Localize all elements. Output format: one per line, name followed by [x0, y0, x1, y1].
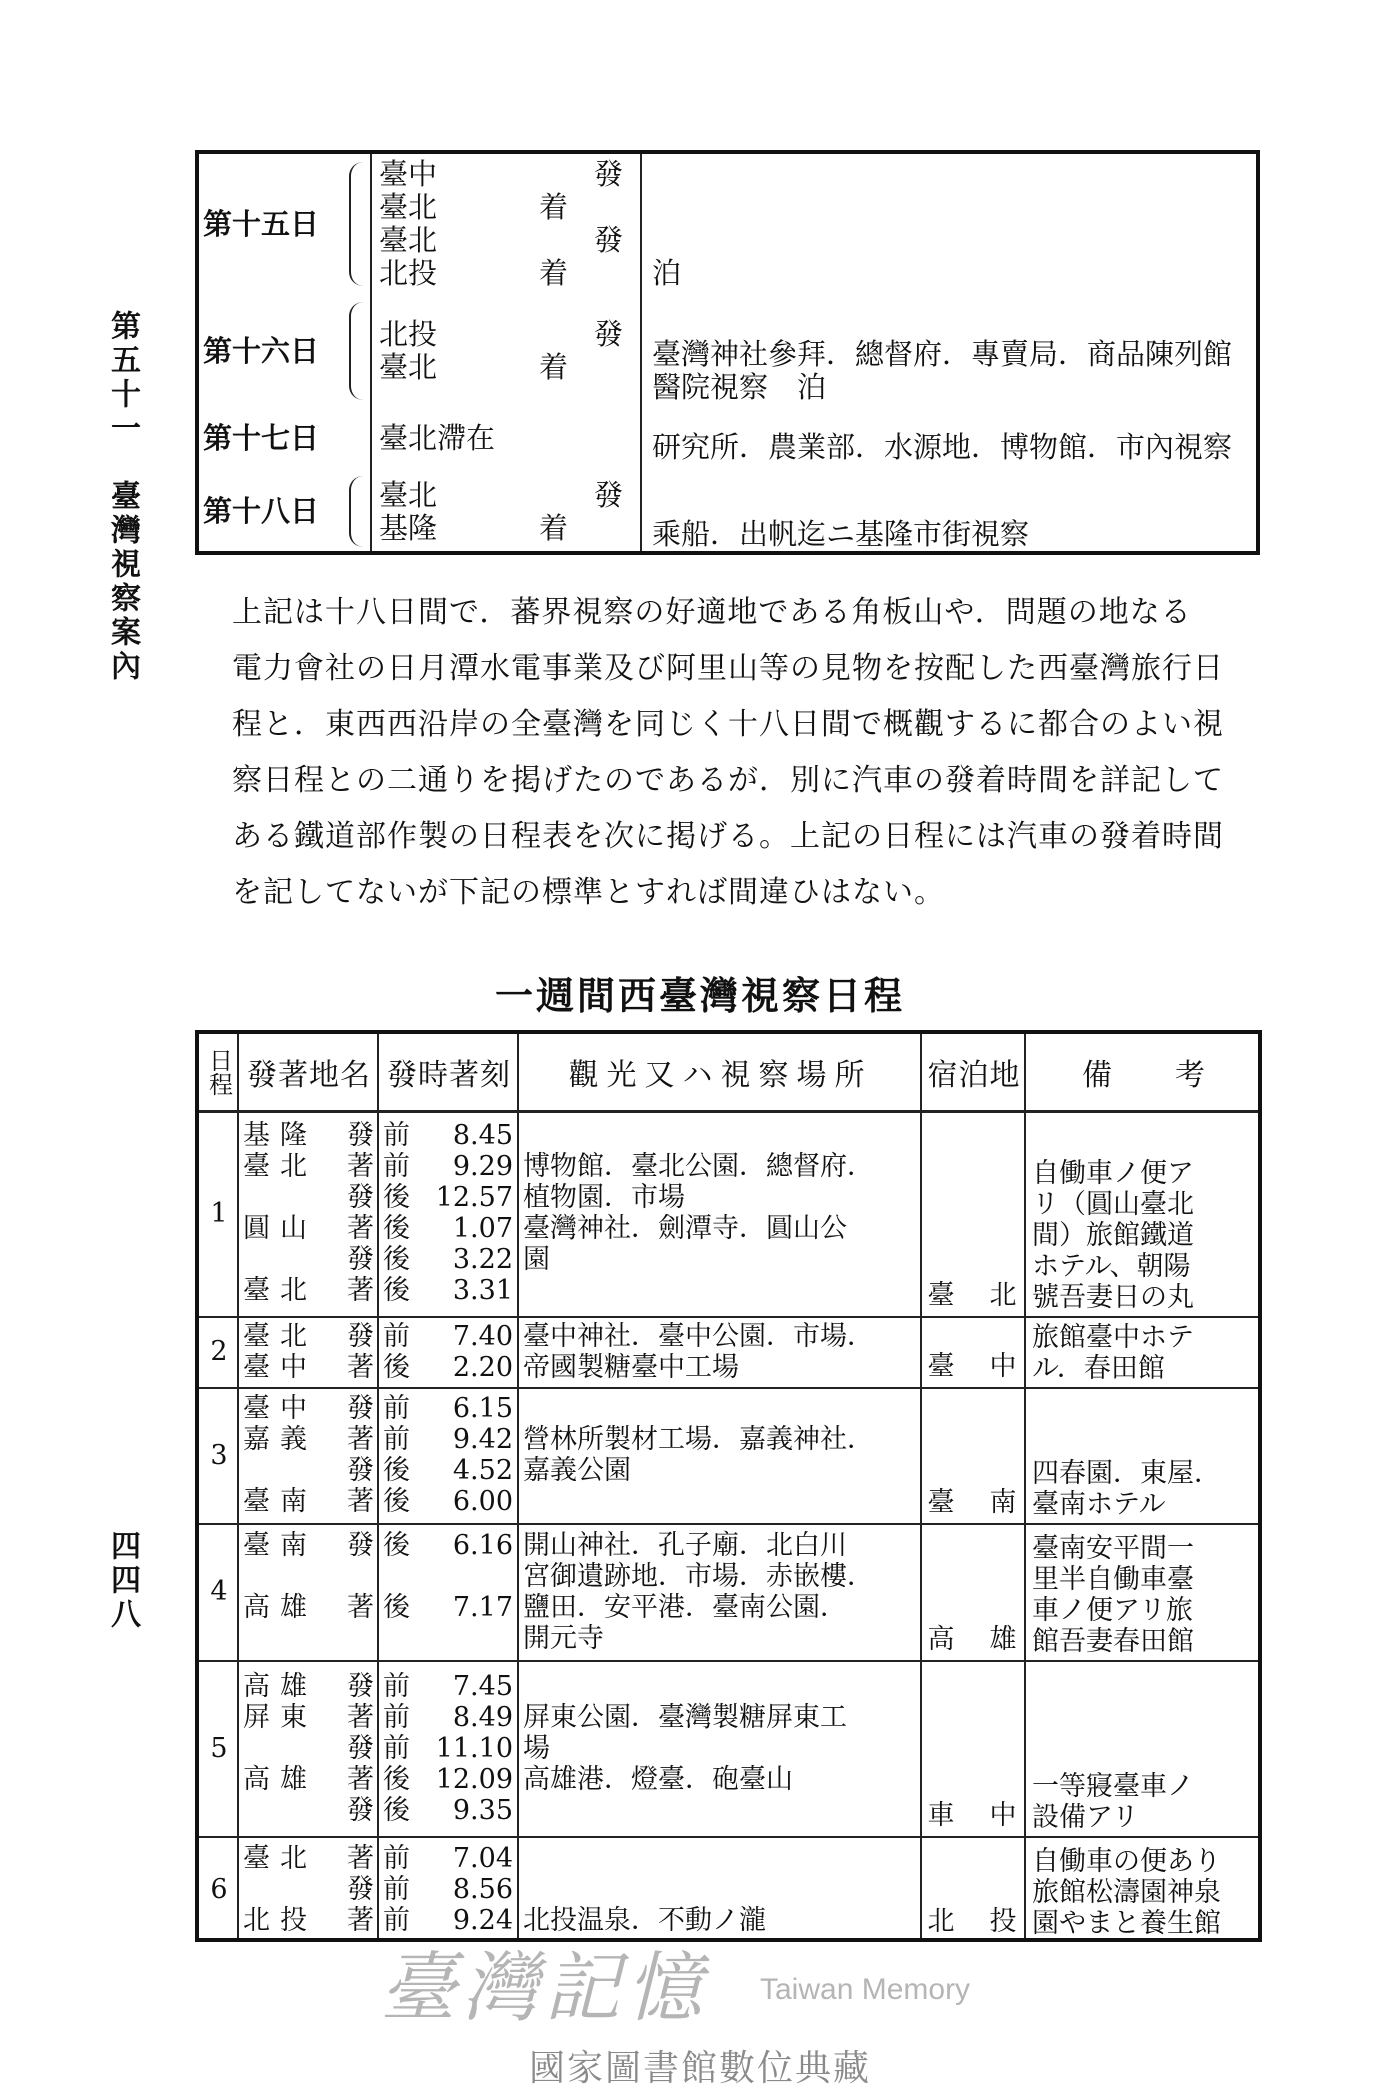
remark-line: 車ノ便アリ旅 [1032, 1595, 1193, 1626]
sight-line: 園 [523, 1244, 550, 1275]
note-line: 臺灣神社參拜．總督府．專賣局．商品陳列館 [652, 337, 1233, 371]
column-header: 宿泊地 [927, 1058, 1021, 1093]
place-name: 北投 [379, 256, 438, 290]
watermark-logo: 臺灣記憶 [380, 1943, 708, 2032]
stop-place-line [243, 1623, 377, 1654]
remark-line [1032, 1127, 1262, 1158]
stop-time-line [383, 1151, 517, 1182]
stop-place: 臺南 [243, 1486, 317, 1517]
stop-place-line [243, 1843, 377, 1874]
stop-time-line [383, 1530, 517, 1561]
remark-line: 園やまと養生館 [1032, 1908, 1221, 1939]
stop-place-line [243, 1702, 377, 1733]
remark-line: 臺南安平間一 [1032, 1533, 1194, 1564]
arrival-departure-mark: 著 [347, 1151, 374, 1182]
stop-place-line [243, 1424, 377, 1455]
remarks-cell [1032, 1316, 1262, 1387]
arrival-departure-mark: 著 [347, 1275, 374, 1306]
stop-place: 高雄 [243, 1670, 317, 1702]
column-header: 日程 [204, 1048, 233, 1096]
lodging: 北 投 [927, 1906, 1021, 1937]
stop-place-line [243, 1393, 377, 1424]
lodging: 臺 中 [927, 1351, 1021, 1382]
body-paragraph [232, 585, 1272, 921]
stop-time-line [383, 1733, 517, 1764]
lodging: 車 中 [927, 1800, 1021, 1831]
stop-place-line [243, 1151, 377, 1182]
stop-place-line [243, 1530, 377, 1561]
am-pm-mark: 後 [383, 1455, 410, 1486]
paragraph-line: 程と．東西西沿岸の全臺灣を同じく十八日間で概觀するに都合のよい視 [232, 707, 1224, 742]
sights-cell [523, 1316, 918, 1387]
arrival-departure-mark: 著 [347, 1213, 374, 1244]
sight-line [523, 1843, 918, 1874]
am-pm-mark: 前 [383, 1151, 410, 1182]
day-label: 第十六日 [203, 333, 320, 368]
column-header: 觀光又ハ視察場所 [568, 1058, 873, 1093]
remark-line: 設備アリ [1032, 1802, 1139, 1833]
schedule-title: 一週間西臺灣視察日程 [494, 973, 905, 1018]
column-divider [370, 154, 372, 551]
sights-cell [523, 1836, 918, 1942]
arrival-departure-mark: 發 [594, 157, 624, 191]
place-name: 臺北 [379, 223, 438, 257]
arrival-departure-mark: 發 [347, 1455, 374, 1486]
remark-line: 旅館臺中ホテ [1032, 1322, 1194, 1353]
stop-place: 臺南 [243, 1529, 317, 1561]
day-number: 6 [210, 1873, 228, 1905]
am-pm-mark: 前 [383, 1873, 410, 1905]
am-pm-mark: 後 [383, 1763, 410, 1795]
sight-line [523, 1275, 918, 1306]
brace-icon [349, 476, 367, 547]
stop-time: 8.49 [452, 1701, 513, 1733]
weekly-schedule-table [195, 1030, 1262, 1942]
stops-times-cell [383, 1836, 517, 1942]
remarks-cell [1032, 1110, 1262, 1316]
place-name: 基隆 [379, 510, 438, 545]
note-line: 泊 [652, 256, 682, 290]
brace-icon [349, 302, 367, 400]
stop-time-line [383, 1874, 517, 1905]
itinerary-table-continued [195, 150, 1260, 555]
stop-time-line [383, 1795, 517, 1826]
am-pm-mark: 前 [383, 1842, 410, 1874]
stop-time-line [383, 1393, 517, 1424]
am-pm-mark: 前 [383, 1904, 410, 1936]
arrival-departure-mark: 發 [347, 1873, 374, 1905]
remark-line: 里半自働車臺 [1032, 1564, 1194, 1595]
stop-place: 嘉義 [243, 1424, 317, 1455]
column-header: 備 考 [1082, 1058, 1206, 1093]
lodging: 高 雄 [927, 1624, 1021, 1655]
remark-line [1032, 1427, 1262, 1458]
column-divider [640, 154, 642, 551]
stop-time: 7.45 [452, 1670, 513, 1702]
stop-time-line [383, 1843, 517, 1874]
remark-line [1032, 1709, 1262, 1740]
stop-place: 臺北 [243, 1320, 317, 1352]
sight-line: 植物園．市場 [523, 1182, 685, 1213]
stop-time-line [383, 1244, 517, 1275]
day-label: 第十五日 [203, 206, 320, 241]
arrival-departure-mark: 着 [539, 350, 569, 384]
am-pm-mark: 前 [383, 1670, 410, 1702]
am-pm-mark: 後 [383, 1794, 410, 1826]
sight-line: 屏東公園．臺灣製糖屏東工 [523, 1701, 847, 1733]
arrival-departure-mark: 發 [347, 1320, 374, 1352]
stop-place: 屏東 [243, 1701, 317, 1733]
stop-time: 9.24 [452, 1904, 513, 1936]
place-name: 臺中 [379, 157, 438, 191]
stop-time: 4.52 [452, 1455, 513, 1486]
stop-place-line [243, 1592, 377, 1623]
place-name: 臺北 [379, 190, 438, 224]
stop-time-line [383, 1671, 517, 1702]
place-line [379, 224, 634, 257]
notes-cell [652, 468, 1257, 555]
watermark-text: Taiwan Memory [760, 1973, 971, 2006]
arrival-departure-mark: 發 [347, 1120, 374, 1151]
places-cell [379, 154, 634, 294]
remark-line: 四春園．東屋． [1032, 1458, 1221, 1489]
paragraph-line: ある鐵道部作製の日程表を次に掲げる。上記の日程には汽車の發着時間 [232, 819, 1224, 854]
remark-line: ホテル、朝陽 [1032, 1251, 1191, 1282]
remark-line [1032, 1678, 1262, 1709]
am-pm-mark: 前 [383, 1701, 410, 1733]
note-line [652, 191, 1257, 224]
arrival-departure-mark: 發 [347, 1794, 374, 1826]
stop-time: 3.31 [452, 1275, 513, 1306]
places-cell [379, 468, 634, 555]
stop-place-line [243, 1486, 377, 1517]
arrival-departure-mark: 發 [347, 1732, 374, 1764]
stop-place-line [243, 1244, 377, 1275]
sight-line: 開山神社．孔子廟．北白川 [523, 1529, 847, 1561]
stop-time: 11.10 [435, 1732, 513, 1764]
arrival-departure-mark: 著 [347, 1486, 374, 1517]
stop-place-line [243, 1182, 377, 1213]
stop-place-line [243, 1905, 377, 1936]
stop-time: 12.57 [435, 1182, 513, 1213]
note-line: 研究所．農業部．水源地．博物館．市內視察 [652, 430, 1233, 464]
column-divider [920, 1034, 922, 1938]
stop-place-line [243, 1321, 377, 1352]
stop-time-line [383, 1905, 517, 1936]
place-line [379, 479, 634, 512]
sight-line: 嘉義公園 [523, 1455, 631, 1486]
arrival-departure-mark: 着 [539, 510, 569, 545]
stop-time: 6.00 [452, 1486, 513, 1517]
stop-place-line [243, 1455, 377, 1486]
sight-line: 臺灣神社．劍潭寺．圓山公 [523, 1213, 847, 1244]
stop-time: 2.20 [452, 1351, 513, 1383]
place-line [379, 351, 634, 384]
stop-time-line [383, 1321, 517, 1352]
paragraph-line: 電力會社の日月潭水電事業及び阿里山等の見物を按配した西臺灣旅行日 [232, 651, 1224, 686]
notes-cell [652, 294, 1257, 408]
stop-place: 基隆 [243, 1120, 317, 1151]
stop-time: 7.04 [452, 1842, 513, 1874]
place-line [379, 257, 634, 290]
column-divider [1024, 1034, 1026, 1938]
am-pm-mark: 後 [383, 1182, 410, 1213]
stop-time-line [383, 1352, 517, 1383]
page-number: 四四八 [105, 1530, 140, 1632]
note-line: 乘船．出帆迄ニ基隆市街視察 [652, 517, 1030, 551]
note-line [652, 224, 1257, 257]
column-header: 發時著刻 [387, 1058, 511, 1093]
stop-time: 9.35 [452, 1794, 513, 1826]
column-divider [377, 1034, 379, 1938]
sight-line: 北投温泉．不動ノ瀧 [523, 1904, 766, 1936]
remark-line: 臺南ホテル [1032, 1489, 1166, 1520]
sight-line: 開元寺 [523, 1622, 604, 1654]
day-number: 2 [210, 1336, 228, 1367]
sight-line [523, 1671, 918, 1702]
stop-time: 1.07 [452, 1213, 513, 1244]
stops-times-cell [383, 1387, 517, 1523]
stop-time: 3.22 [452, 1244, 513, 1275]
stop-place-line [243, 1671, 377, 1702]
place-name: 臺北滯在 [379, 420, 496, 455]
stop-time-line [383, 1424, 517, 1455]
note-line [652, 485, 1257, 518]
stop-time: 9.42 [452, 1424, 513, 1455]
stop-time-line [383, 1623, 517, 1654]
sight-line [523, 1120, 918, 1151]
arrival-departure-mark: 發 [347, 1670, 374, 1702]
sight-line: 場 [523, 1732, 550, 1764]
brace-icon [349, 162, 367, 286]
sight-line: 臺中神社．臺中公園．市場． [523, 1320, 874, 1352]
stops-places-cell [243, 1523, 377, 1660]
stops-times-cell [383, 1110, 517, 1316]
stops-times-cell [383, 1660, 517, 1836]
arrival-departure-mark: 著 [347, 1424, 374, 1455]
am-pm-mark: 後 [383, 1213, 410, 1244]
arrival-departure-mark: 發 [347, 1529, 374, 1561]
lodging: 臺 北 [927, 1280, 1021, 1311]
place-line [379, 422, 634, 455]
notes-cell [652, 408, 1257, 468]
day-number: 3 [210, 1439, 228, 1471]
stop-place-line [243, 1874, 377, 1905]
day-number: 5 [210, 1732, 228, 1764]
stop-time: 8.45 [452, 1120, 513, 1151]
sight-line: 高雄港．燈臺．砲臺山 [523, 1763, 793, 1795]
arrival-departure-mark: 着 [539, 256, 569, 290]
stop-time: 8.56 [452, 1873, 513, 1905]
arrival-departure-mark: 著 [347, 1763, 374, 1795]
stop-place: 臺北 [243, 1275, 317, 1306]
day-label: 第十八日 [203, 494, 320, 528]
place-line [379, 512, 634, 545]
stops-places-cell [243, 1836, 377, 1942]
am-pm-mark: 後 [383, 1486, 410, 1517]
sight-line [523, 1795, 918, 1826]
arrival-departure-mark: 發 [347, 1182, 374, 1213]
stop-time: 6.16 [452, 1529, 513, 1561]
note-line: 醫院視察 泊 [652, 370, 827, 404]
stop-place-line [243, 1275, 377, 1306]
stops-places-cell [243, 1660, 377, 1836]
stop-time-line [383, 1561, 517, 1592]
am-pm-mark: 前 [383, 1120, 410, 1151]
column-header: 發著地名 [247, 1058, 371, 1093]
footer-credit: 國家圖書館數位典藏 [528, 2048, 871, 2089]
stop-place-line [243, 1795, 377, 1826]
stop-place: 高雄 [243, 1763, 317, 1795]
arrival-departure-mark: 着 [539, 190, 569, 224]
paragraph-line: 察日程との二通りを掲げたのであるが．別に汽車の發着時間を詳記して [232, 763, 1224, 798]
stop-place-line [243, 1764, 377, 1795]
place-name: 北投 [379, 317, 438, 351]
place-line [379, 318, 634, 351]
notes-cell [652, 154, 1257, 294]
sights-cell [523, 1660, 918, 1836]
stop-place-line [243, 1561, 377, 1592]
column-divider [517, 1034, 519, 1938]
am-pm-mark: 後 [383, 1244, 410, 1275]
remarks-cell [1032, 1836, 1262, 1942]
paragraph-line: を記してないが下記の標準とすれば間違ひはない。 [232, 875, 945, 910]
stop-time: 12.09 [435, 1763, 513, 1795]
am-pm-mark: 前 [383, 1424, 410, 1455]
arrival-departure-mark: 著 [347, 1904, 374, 1936]
remark-line: ル．春田館 [1032, 1353, 1165, 1384]
stop-place: 臺中 [243, 1351, 317, 1383]
place-name: 臺北 [379, 350, 438, 384]
day-label: 第十七日 [203, 420, 320, 455]
day-number: 4 [210, 1576, 228, 1607]
stop-place: 北投 [243, 1904, 317, 1936]
am-pm-mark: 後 [383, 1591, 410, 1623]
am-pm-mark: 前 [383, 1393, 410, 1424]
stop-place: 高雄 [243, 1591, 317, 1623]
sight-line [523, 1486, 918, 1517]
remark-line: 自働車の便あり [1032, 1846, 1221, 1877]
remark-line: 號吾妻日の丸 [1032, 1282, 1194, 1313]
stops-places-cell [243, 1387, 377, 1523]
am-pm-mark: 後 [383, 1275, 410, 1306]
stop-time-line [383, 1702, 517, 1733]
arrival-departure-mark: 著 [347, 1842, 374, 1874]
remarks-cell [1032, 1660, 1262, 1836]
sight-line [523, 1874, 918, 1905]
paragraph-line: 上記は十八日間で．蕃界視察の好適地である角板山や．問題の地なる [232, 595, 1192, 630]
sights-cell [523, 1523, 918, 1660]
stop-place-line [243, 1352, 377, 1383]
sight-line: 鹽田．安平港．臺南公園． [523, 1591, 847, 1623]
stop-time-line [383, 1455, 517, 1486]
remark-line: リ（圓山臺北 [1032, 1189, 1194, 1220]
remark-line: 一等寢臺車ノ [1032, 1771, 1194, 1802]
arrival-departure-mark: 發 [594, 477, 624, 512]
arrival-departure-mark: 著 [347, 1701, 374, 1733]
sights-cell [523, 1110, 918, 1316]
arrival-departure-mark: 發 [594, 223, 624, 257]
sight-line: 宮御遺跡地．市場．赤嵌樓． [523, 1560, 874, 1592]
places-cell [379, 408, 634, 468]
am-pm-mark: 後 [383, 1351, 410, 1383]
remarks-cell [1032, 1387, 1262, 1523]
stop-place: 臺北 [243, 1151, 317, 1182]
am-pm-mark: 前 [383, 1320, 410, 1352]
stops-times-cell [383, 1316, 517, 1387]
arrival-departure-mark: 著 [347, 1591, 374, 1623]
stop-place: 圓山 [243, 1213, 317, 1244]
stop-time-line [383, 1486, 517, 1517]
stop-time-line [383, 1764, 517, 1795]
arrival-departure-mark: 發 [347, 1244, 374, 1275]
stop-time: 6.15 [452, 1393, 513, 1424]
sight-line: 營林所製材工場．嘉義神社． [523, 1424, 874, 1455]
stops-places-cell [243, 1316, 377, 1387]
remark-line [1032, 1740, 1262, 1771]
stops-times-cell [383, 1523, 517, 1660]
remark-line [1032, 1396, 1262, 1427]
lodging: 臺 南 [927, 1487, 1021, 1518]
stop-time-line [383, 1120, 517, 1151]
remark-line: 館吾妻春田館 [1032, 1626, 1194, 1657]
stop-time: 7.40 [452, 1320, 513, 1352]
stop-time: 7.17 [452, 1591, 513, 1623]
stop-place: 臺中 [243, 1393, 317, 1424]
stop-time-line [383, 1213, 517, 1244]
place-line [379, 158, 634, 191]
arrival-departure-mark: 發 [347, 1393, 374, 1424]
stop-place: 臺北 [243, 1842, 317, 1874]
stop-place-line [243, 1733, 377, 1764]
chapter-running-head: 第五十一 臺灣視察案內 [105, 310, 140, 684]
sight-line: 帝國製糖臺中工場 [523, 1351, 739, 1383]
stop-time-line [383, 1182, 517, 1213]
remark-line: 旅館松濤園神泉 [1032, 1877, 1221, 1908]
stop-time-line [383, 1275, 517, 1306]
place-line [379, 191, 634, 224]
stop-place-line [243, 1120, 377, 1151]
remarks-cell [1032, 1523, 1262, 1660]
stop-time: 9.29 [452, 1151, 513, 1182]
stops-places-cell [243, 1110, 377, 1316]
stop-time-line [383, 1592, 517, 1623]
am-pm-mark: 前 [383, 1732, 410, 1764]
remark-line: 自働車ノ便ア [1032, 1158, 1194, 1189]
stop-place-line [243, 1213, 377, 1244]
sight-line [523, 1393, 918, 1424]
sight-line: 博物館．臺北公園．總督府． [523, 1151, 874, 1182]
sights-cell [523, 1387, 918, 1523]
note-line [652, 158, 1257, 191]
arrival-departure-mark: 著 [347, 1351, 374, 1383]
places-cell [379, 294, 634, 408]
arrival-departure-mark: 發 [594, 317, 624, 351]
remark-line: 間）旅館鐵道 [1032, 1220, 1194, 1251]
day-number: 1 [210, 1197, 228, 1229]
place-name: 臺北 [379, 477, 438, 512]
am-pm-mark: 後 [383, 1529, 410, 1561]
